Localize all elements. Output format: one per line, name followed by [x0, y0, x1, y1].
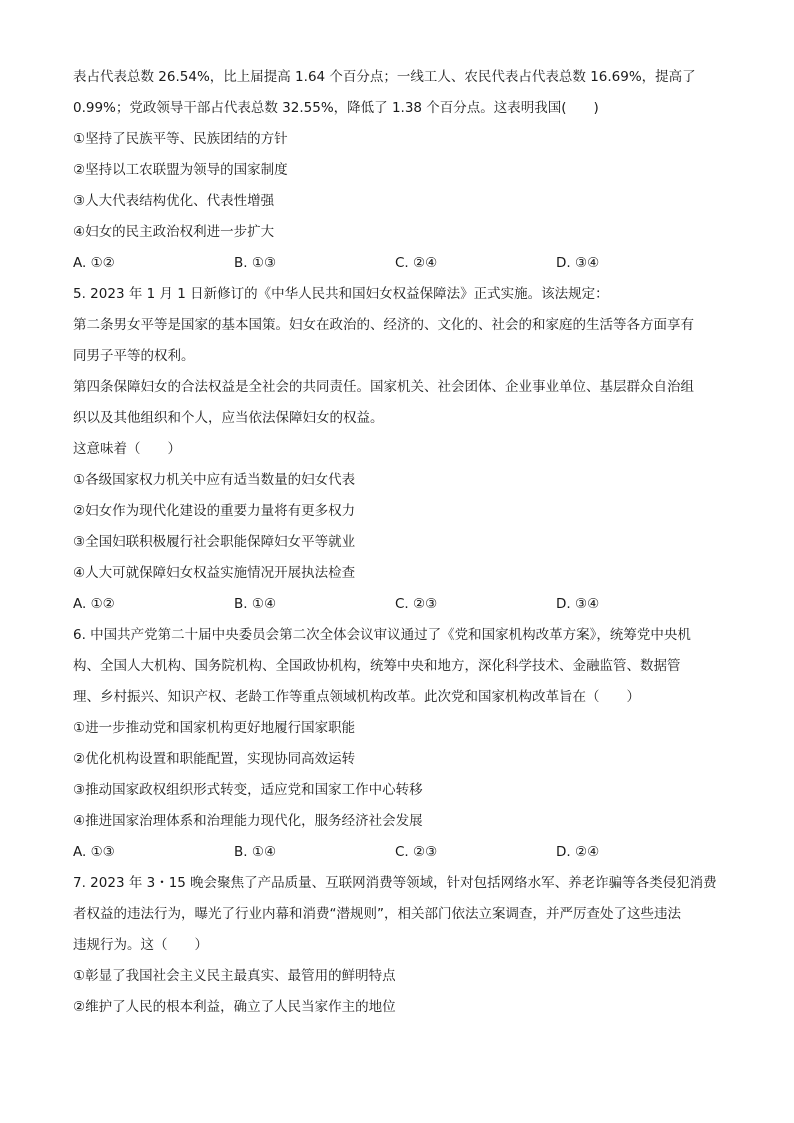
option-d: D. ③④ [556, 596, 600, 612]
exam-page [73, 62, 733, 1023]
option-d: D. ②④ [556, 844, 600, 860]
question-7-statement: ①彰显了我国社会主义民主最真实、最管用的鲜明特点 [73, 968, 396, 984]
question-5-stem-line: 5. 2023 年 1 月 1 日新修订的《中华人民共和国妇女权益保障法》正式实施。该法规定： [73, 286, 609, 302]
option-d: D. ③④ [556, 255, 600, 271]
question-7-stem-line: 者权益的违法行为，曝光了行业内幕和消费“潜规则”，相关部门依法立案调查，并严厉查处了这些违法 [73, 906, 681, 922]
option-b: B. ①③ [234, 255, 277, 271]
question-6 [73, 620, 733, 868]
question-6-statement: ④推进国家治理体系和治理能力现代化，服务经济社会发展 [73, 813, 423, 829]
question-6-statement: ①进一步推动党和国家机构更好地履行国家职能 [73, 720, 356, 736]
question-6-stem-line: 理、乡村振兴、知识产权、老龄工作等重点领域机构改革。此次党和国家机构改革旨在（ ） [73, 689, 640, 705]
question-7-stem-line: 违规行为。这（ ） [73, 937, 208, 953]
question-5 [73, 279, 733, 620]
question-7-statement: ②维护了人民的根本利益，确立了人民当家作主的地位 [73, 999, 396, 1015]
question-5-statement: ③全国妇联积极履行社会职能保障妇女平等就业 [73, 534, 356, 550]
option-b: B. ①④ [234, 844, 277, 860]
question-4-statement: ②坚持以工农联盟为领导的国家制度 [73, 162, 288, 178]
question-7-stem-line: 7. 2023 年 3・15 晚会聚焦了产品质量、互联网消费等领域，针对包括网络水军、养老诈骗等各类侵犯消费 [73, 875, 717, 891]
question-5-options [73, 589, 733, 620]
question-4-statement: ④妇女的民主政治权利进一步扩大 [73, 224, 275, 240]
question-5-stem-line: 同男子平等的权利。 [73, 348, 195, 364]
question-6-statement: ③推动国家政权组织形式转变，适应党和国家工作中心转移 [73, 782, 423, 798]
option-b: B. ①④ [234, 596, 277, 612]
option-a: A. ①② [73, 255, 115, 271]
question-4-stem-line: 0.99%；党政领导干部占代表总数 32.55%，降低了 1.38 个百分点。这表明我国( ) [73, 100, 599, 116]
question-5-stem-line: 这意味着（ ） [73, 441, 181, 457]
question-4-options [73, 248, 733, 279]
option-c: C. ②③ [395, 596, 438, 612]
option-a: A. ①② [73, 596, 115, 612]
question-5-stem-line: 第四条保障妇女的合法权益是全社会的共同责任。国家机关、社会团体、企业事业单位、基层群众自治组 [73, 379, 694, 395]
option-c: C. ②③ [395, 844, 438, 860]
question-5-stem-line: 第二条男女平等是国家的基本国策。妇女在政治的、经济的、文化的、社会的和家庭的生活等各方面享有 [73, 317, 694, 333]
question-7 [73, 868, 733, 1023]
question-5-statement: ④人大可就保障妇女权益实施情况开展执法检查 [73, 565, 356, 581]
question-5-statement: ①各级国家权力机关中应有适当数量的妇女代表 [73, 472, 356, 488]
option-c: C. ②④ [395, 255, 438, 271]
question-4-statement: ①坚持了民族平等、民族团结的方针 [73, 131, 288, 147]
question-4-stem-line: 表占代表总数 26.54%，比上届提高 1.64 个百分点；一线工人、农民代表占代表总数 16.69%，提高了 [73, 69, 696, 85]
question-4-statement: ③人大代表结构优化、代表性增强 [73, 193, 275, 209]
question-5-stem-line: 织以及其他组织和个人，应当依法保障妇女的权益。 [73, 410, 384, 426]
question-4 [73, 62, 733, 279]
question-6-statement: ②优化机构设置和职能配置，实现协同高效运转 [73, 751, 356, 767]
question-6-options [73, 837, 733, 868]
question-5-statement: ②妇女作为现代化建设的重要力量将有更多权力 [73, 503, 356, 519]
question-6-stem-line: 构、全国人大机构、国务院机构、全国政协机构，统筹中央和地方，深化科学技术、金融监管、数据管 [73, 658, 681, 674]
option-a: A. ①③ [73, 844, 115, 860]
question-6-stem-line: 6. 中国共产党第二十届中央委员会第二次全体会议审议通过了《党和国家机构改革方案》，统筹党中央机 [73, 627, 691, 643]
